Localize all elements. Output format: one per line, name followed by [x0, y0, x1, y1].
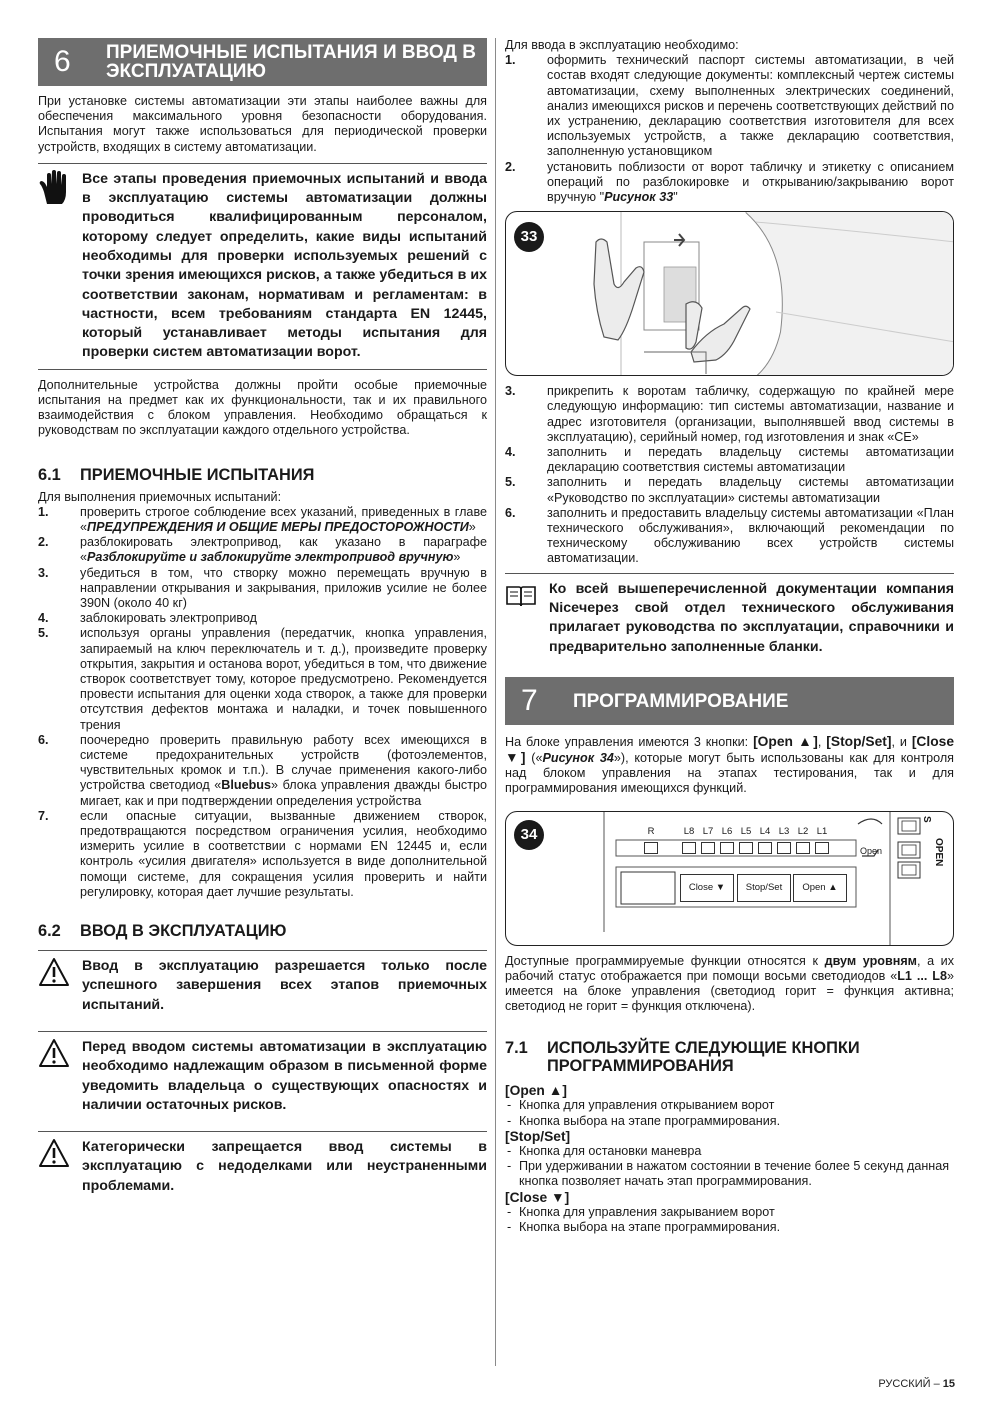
list-item [505, 475, 954, 505]
led-label: R [647, 825, 655, 837]
figure-number-badge: 33 [514, 222, 544, 252]
section-7-intro: На блоке управления имеются 3 кнопки: [Open ▲], [Stop/Set], и [Close ▼] («Рисунок 34»), которые могут быть использованы как для контроля над блоком управления на этапах тестирования, так и для программирования имеющихся функций. [505, 733, 954, 796]
item-text: используя органы управления (передатчик, кнопка управления, запираемый на ключ переключатель и т. д.), произведите проверку открытия, закрытия и останова ворот, убедиться в том, что движение створок соответствует тому, которое предусмотрено. Рекомендуется провести испытания для оценки хода створок, а также для проверки отсутствия дефектов монтажа и наладки, и точек повышенного трения [80, 626, 487, 732]
button-group-heading: [Close ▼] [505, 1189, 570, 1205]
warning-text: Перед вводом системы автоматизации в эксплуатацию необходимо надлежащим образом в письменной форме уведомить владельца о существующих опасностях и наличии остаточных рисков. [82, 1038, 487, 1113]
left-column [38, 38, 487, 1196]
item-emphasis: Bluebus [221, 778, 271, 793]
section-6-header [38, 38, 487, 86]
item-number: 5. [38, 626, 49, 641]
figure-34 [505, 811, 954, 946]
section-number: 6 [54, 45, 71, 78]
list-item [505, 160, 954, 206]
hand-warning-block [38, 170, 487, 363]
led-indicator [758, 842, 772, 854]
led-label: L6 [721, 825, 733, 837]
led-indicator [777, 842, 791, 854]
list-item: - Кнопка для остановки маневра [505, 1144, 954, 1159]
led-indicator [720, 842, 734, 854]
subsection-heading-6-2: 6.2 ВВОД В ЭКСПЛУАТАЦИЮ [38, 922, 287, 941]
subsection-heading-7-1: 7.1 ИСПОЛЬЗУЙТЕ СЛЕДУЮЩИЕ КНОПКИ ПРОГРАММИРОВАНИЯ [505, 1039, 860, 1076]
section-7-header [505, 677, 954, 725]
caution-warning-block [38, 1038, 487, 1115]
item-number: 1. [38, 504, 49, 519]
item-number: 4. [505, 445, 516, 460]
item-text: установить поблизости от ворот табличку и этикетку с описанием операций по разблокировке и открыванию/закрыванию ворот вручную " [547, 159, 954, 205]
item-text: разблокировать электропривод, как указано в параграфе « [80, 535, 487, 565]
list-lead: Для ввода в эксплуатацию необходимо: [505, 38, 739, 52]
figure-33 [505, 211, 954, 376]
led-label: L8 [683, 825, 695, 837]
led-indicator [701, 842, 715, 854]
item-number: 6. [38, 732, 49, 747]
led-label: L7 [702, 825, 714, 837]
item-number: 5. [505, 475, 516, 490]
warning-text: Ввод в эксплуатацию разрешается только после успешного завершения всех этапов приемочных испытаний. [82, 958, 487, 1013]
item-text: заполнить и передать владельцу системы автоматизации «Руководство по эксплуатации» системы автоматизации [547, 475, 954, 505]
button-group-items [505, 1205, 954, 1235]
figure-33-illustration [506, 212, 954, 376]
item-number: 3. [38, 565, 49, 580]
section-title: ПРОГРАММИРОВАНИЕ [573, 690, 789, 712]
caution-triangle-icon [38, 1038, 70, 1074]
item-text: прикрепить к воротам табличку, содержащую по крайней мере следующую информацию: тип системы автоматизации, название и адрес изготовителя (организации, выполнявшей ввод системы в эксплуатацию), серийный номер, год изготовления и знак «CE» [547, 384, 954, 444]
list-item: - Кнопка выбора на этапе программирования. [505, 1114, 954, 1129]
list-item [38, 626, 487, 732]
button-group-heading: [Stop/Set] [505, 1128, 571, 1144]
item-text: заполнить и предоставить владельцу системы автоматизации «План технического обслуживания», включающий рекомендации по техническому обслуживанию всех устройств системы автоматизации. [547, 505, 954, 566]
led-label: L3 [778, 825, 790, 837]
section-7 [505, 677, 954, 725]
list-item [38, 611, 487, 626]
testing-steps-list [38, 505, 487, 900]
item-text-end: » [453, 550, 461, 565]
book-note-block [505, 580, 954, 657]
figure-number-badge: 34 [514, 820, 544, 850]
caution-warning-block [38, 957, 487, 1015]
item-text-end: " [673, 190, 678, 205]
list-item [505, 506, 954, 567]
commissioning-steps-list-continued [505, 384, 954, 566]
warning-text: Категорически запрещается ввод системы в эксплуатацию с недоделками или неустраненными проблемами. [82, 1139, 487, 1194]
list-item [38, 505, 487, 535]
item-emphasis: Рисунок 33 [604, 190, 674, 205]
commissioning-warnings [38, 950, 487, 1196]
item-emphasis: Разблокируйте и заблокируйте электропривод вручную [87, 550, 454, 565]
list-item [38, 733, 487, 809]
list-item: - Кнопка выбора на этапе программирования. [505, 1220, 954, 1235]
side-label-open: OPEN [933, 837, 944, 867]
list-item [505, 445, 954, 475]
levels-text: Доступные программируемые функции относятся к двум уровням, а их рабочий статус отображается при помощи восьми светодиодов «L1 ... L8» имеется на блоке управления (светодиод горит = функция активна; светодиод не горит = функция отключена). [505, 953, 955, 1014]
item-text: оформить технический паспорт системы автоматизации, в чей состав входят следующие документы: комплексный чертеж системы автоматизации, схему выполненных электрических соединений, анализ имеющихся рисков и перечень соответствующих действий по их устранению, декларацию соответствия изготовителя для всех используемых устройств, а также декларацию соответствия, заполненную установщиком [547, 53, 954, 159]
list-item [505, 384, 954, 445]
item-text-end: » [468, 520, 476, 534]
divider [505, 573, 954, 574]
item-number: 1. [505, 53, 516, 68]
commissioning-steps-list [505, 53, 954, 205]
warning-text: Все этапы проведения приемочных испытаний и ввода в эксплуатацию системы автоматизации должны проводиться квалифицированным персоналом, которому следует определить, какие виды испытаний необходимы для проверки используемых решений с точки зрения имеющихся рисков, а также убедиться в их соответствии законам, нормативам и регламентам: в частности, всем требованиям стандарта EN 12445, который устанавливает методы испытания для проверки систем автоматизации ворот. [82, 170, 487, 361]
item-emphasis: ПРЕДУПРЕЖДЕНИЯ И ОБЩИЕ МЕРЫ ПРЕДОСТОРОЖНОСТИ [87, 520, 469, 534]
list-item [38, 535, 487, 565]
section-number: 7 [521, 683, 538, 717]
caution-triangle-icon [38, 1138, 70, 1174]
led-indicator [796, 842, 810, 854]
stop-set-button[interactable]: Stop/Set [737, 874, 791, 902]
list-item: - При удерживании в нажатом состоянии в течение более 5 секунд данная кнопка позволяет начать этап программирования. [505, 1159, 954, 1189]
book-icon [505, 584, 537, 614]
item-number: 3. [505, 384, 516, 399]
led-label: L1 [816, 825, 828, 837]
list-item [505, 53, 954, 159]
item-text: убедиться в том, что створку можно перемещать вручную в направлении открывания и закрывания, приложив усилие не более 390N (около 40 кг) [80, 565, 487, 611]
divider [38, 950, 487, 951]
item-number: 6. [505, 505, 516, 520]
button-group-heading: [Open ▲] [505, 1083, 567, 1099]
additional-devices-text: Дополнительные устройства должны пройти особые приемочные испытания на предмет как их функциональности, так и их правильного взаимодействия с блоком управления. Необходимо обращаться к руководствам по эксплуатации каждого отдельного устройства. [38, 377, 487, 438]
item-number: 4. [38, 611, 49, 626]
item-text: заблокировать электропривод [80, 611, 257, 626]
led-indicator [682, 842, 696, 854]
item-text: если опасные ситуации, вызванные движением створок, предотвращаются посредством ограничения усилия, необходимо измерить усилие в соответствии с нормами EN 12445 и, если контроль «усилия двигателя» используется в виде дополнительной помощи системе, для сокращения усилия проверить и найти регулировку, которая дает лучшие результаты. [80, 808, 487, 899]
side-label-s: S [921, 815, 932, 823]
section-6-intro: При установке системы автоматизации эти этапы наиболее важны для обеспечения максимального уровня безопасности оборудования. Испытания могут также использоваться для периодической проверки устройств, входящих в систему автоматизации. [38, 94, 487, 154]
item-text: поочередно проверить правильную работу всех имеющихся в системе предохранительных устройств (фотоэлементов, чувствительных кромок и т.п.). В случае применения какого-либо устройства светодиод « [80, 732, 487, 793]
led-label: L2 [797, 825, 809, 837]
caution-triangle-icon [38, 957, 70, 993]
hand-stop-icon [38, 170, 72, 212]
item-number: 2. [38, 535, 49, 550]
item-text: проверить строгое соблюдение всех указаний, приведенных в главе « [80, 504, 487, 534]
divider [38, 369, 487, 370]
led-indicator [739, 842, 753, 854]
led-label: L4 [759, 825, 771, 837]
led-label: L5 [740, 825, 752, 837]
divider [38, 1131, 487, 1132]
button-group-items [505, 1098, 954, 1128]
right-column [505, 38, 954, 1235]
button-group-items [505, 1144, 954, 1190]
list-lead: Для выполнения приемочных испытаний: [38, 489, 282, 504]
list-item: - Кнопка для управления открыванием ворот [505, 1098, 954, 1113]
led-indicator [815, 842, 829, 854]
close-button[interactable]: Close ▼ [680, 874, 734, 902]
list-item: - Кнопка для управления закрыванием ворот [505, 1205, 954, 1220]
section-title: ПРИЕМОЧНЫЕ ИСПЫТАНИЯ И ВВОД В ЭКСПЛУАТАЦИЮ [106, 42, 476, 82]
caution-warning-block [38, 1138, 487, 1196]
subsection-heading-6-1: 6.1 ПРИЕМОЧНЫЕ ИСПЫТАНИЯ [38, 465, 315, 484]
divider [38, 163, 487, 164]
book-note-text: Ко всей вышеперечисленной документации компания Niceчерез свой отдел технического обслуживания прилагает руководства по эксплуатации, справочники и предварительно заполненные бланки. [549, 580, 954, 655]
item-number: 2. [505, 159, 516, 174]
divider [38, 1031, 487, 1032]
page-footer: РУССКИЙ – 15 [878, 1378, 955, 1390]
list-item [38, 566, 487, 612]
led-indicator [644, 842, 658, 854]
list-item [38, 809, 487, 900]
open-connector-label: Open [860, 845, 883, 856]
programming-buttons-list [505, 1083, 954, 1234]
item-text-end: » блока управления дважды быстро мигает, как и при подтверждении определения устройства [80, 778, 487, 808]
column-divider [495, 38, 496, 1366]
item-text: заполнить и передать владельцу системы автоматизации декларацию соответствия системы автоматизации [547, 445, 954, 475]
open-button[interactable]: Open ▲ [793, 874, 847, 902]
item-number: 7. [38, 808, 49, 823]
